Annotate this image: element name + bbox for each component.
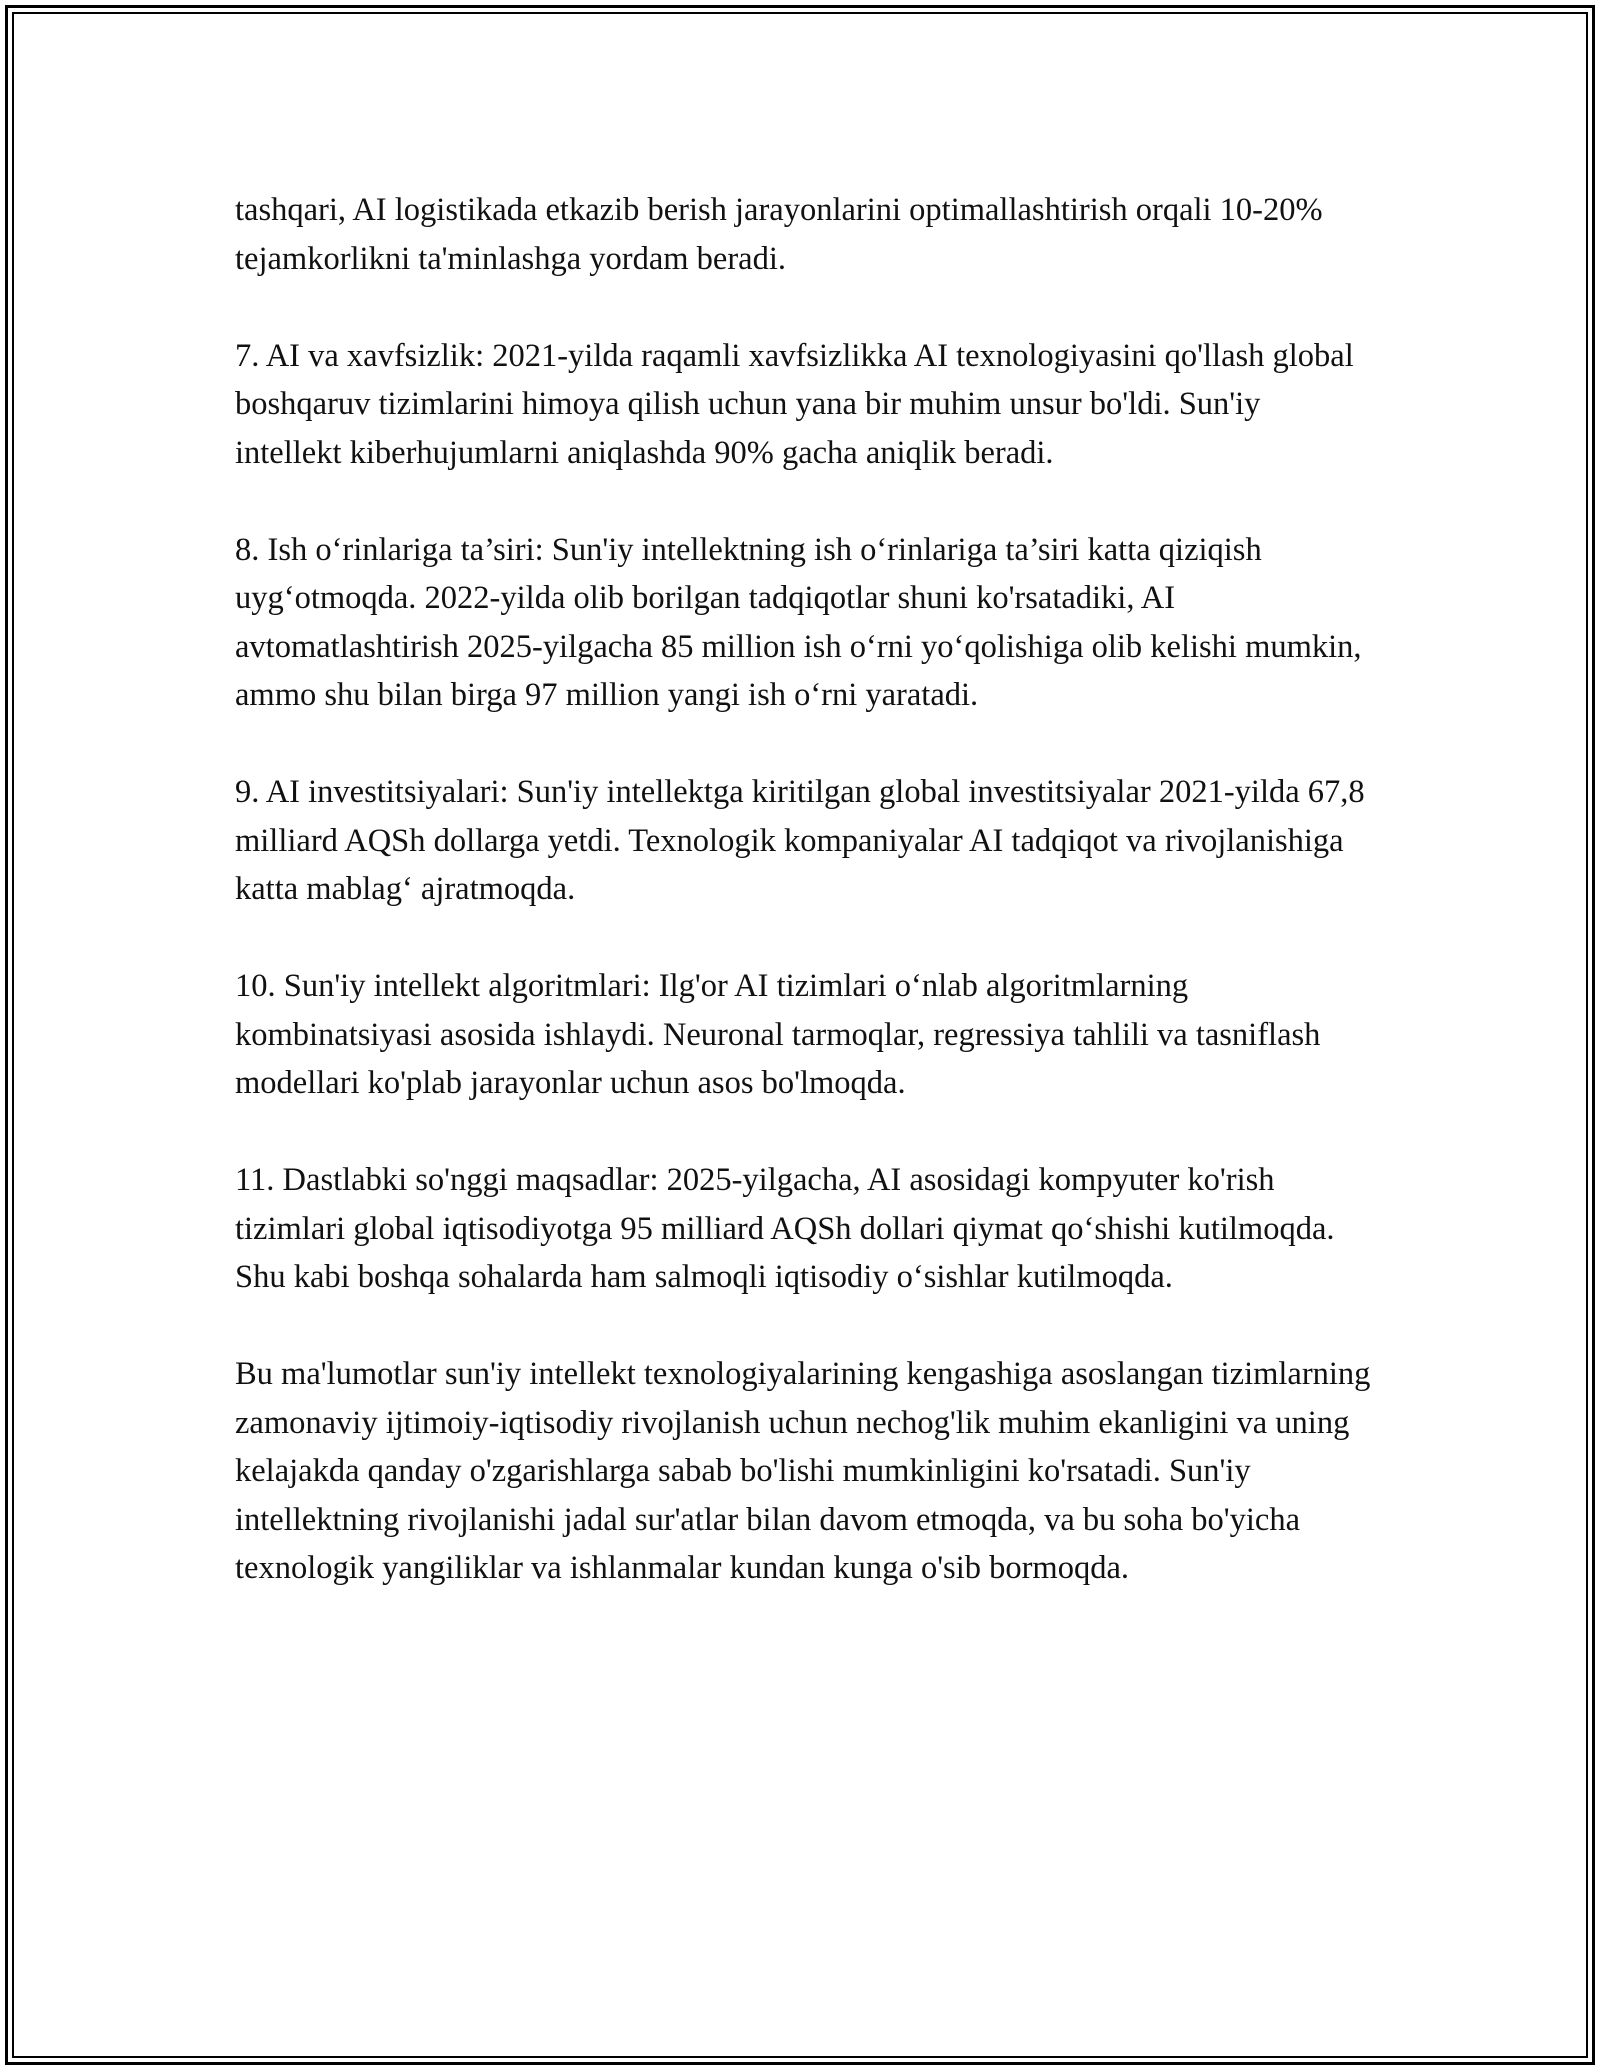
paragraph-goals: 11. Dastlabki so'nggi maqsadlar: 2025-yilgacha, AI asosidagi kompyuter ko'rish tizimlari global iqtisodiyotga 95 milliard AQSh dollari qiymat qo‘shishi kutilmoqda. Shu kabi boshqa sohalarda ham salmoqli iqtisodiy o‘sishlar kutilmoqda.	[235, 1162, 1335, 1295]
paragraph-ai-algorithms: 10. Sun'iy intellekt algoritmlari: Ilg'or AI tizimlari o‘nlab algoritmlarning kombinatsiyasi asosida ishlaydi. Neuronal tarmoqlar, regressiya tahlili va tasniflash modellari ko'plab jarayonlar uchun asos bo'lmoqda.	[235, 968, 1321, 1101]
document-body	[235, 186, 1375, 1641]
paragraph-ai-security: 7. AI va xavfsizlik: 2021-yilda raqamli xavfsizlikka AI texnologiyasini qo'llash global boshqaruv tizimlarini himoya qilish uchun yana bir muhim unsur bo'ldi. Sun'iy intellekt kiberhujumlarni aniqlashda 90% gacha aniqlik beradi.	[235, 337, 1354, 471]
paragraph-ai-investments: 9. AI investitsiyalari: Sun'iy intellektga kiritilgan global investitsiyalar 2021-yilda 67,8 milliard AQSh dollarga yetdi. Texnologik kompaniyalar AI tadqiqot va rivojlanishiga katta mablag‘ ajratmoqda.	[235, 774, 1365, 907]
paragraph-jobs-impact: 8. Ish o‘rinlariga ta’siri: Sun'iy intellektning ish o‘rinlariga ta’siri katta qiziqish uyg‘otmoqda. 2022-yilda olib borilgan tadqiqotlar shuni ko'rsatadiki, AI avtomatlashtirish 2025-yilgacha 85 million ish o‘rni yo‘qolishiga olib kelishi mumkin, ammo shu bilan birga 97 million yangi ish o‘rni yaratadi.	[235, 531, 1362, 713]
paragraph-conclusion: Bu ma'lumotlar sun'iy intellekt texnologiyalarining kengashiga asoslangan tizimlarning zamonaviy ijtimoiy-iqtisodiy rivojlanish uchun nechog'lik muhim ekanligini va uning kelajakda qanday o'zgarishlarga sabab bo'lishi mumkinligini ko'rsatadi. Sun'iy intellektning rivojlanishi jadal sur'atlar bilan davom etmoqda, va bu soha bo'yicha texnologik yangiliklar va ishlanmalar kundan kunga o'sib bormoqda.	[235, 1356, 1371, 1586]
paragraph-logistics-continued: tashqari, AI logistikada etkazib berish jarayonlarini optimallashtirish orqali 10-20% tejamkorlikni ta'minlashga yordam beradi.	[235, 192, 1323, 277]
